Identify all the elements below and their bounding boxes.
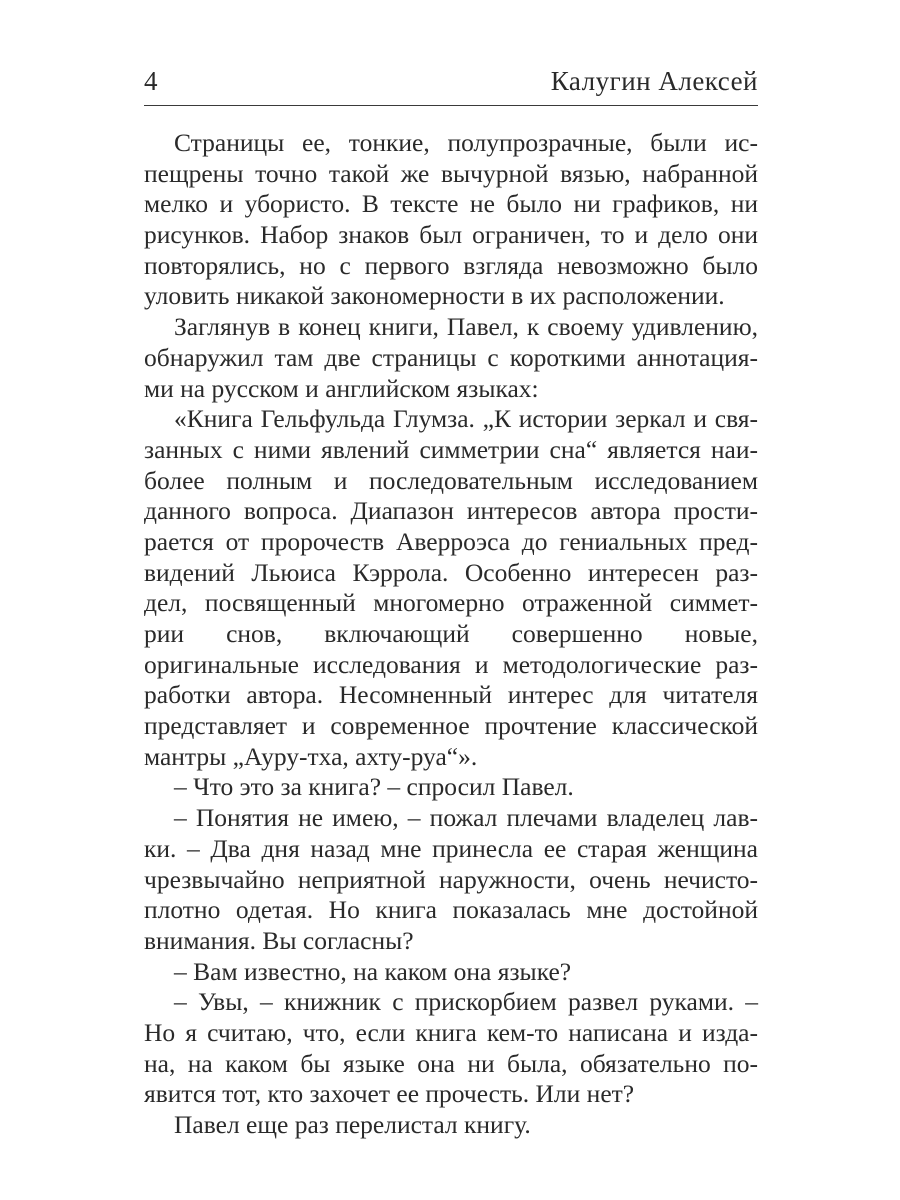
text-line: ки. – Два дня назад мне принесла ее старая женщина xyxy=(144,833,758,863)
text-line: мантры „Ауру-тха, ахту-руа“». xyxy=(144,741,478,771)
text-line: Заглянув в конец книги, Павел, к своему удивлению, xyxy=(174,312,758,342)
text-line: внимания. Вы согласны? xyxy=(144,925,414,955)
text-line: Страницы ее, тонкие, полупрозрачные, были ис- xyxy=(174,128,758,157)
text-line: видений Льюиса Кэррола. Особенно интересен раз- xyxy=(144,557,758,587)
text-line: данного вопроса. Диапазон интересов автора прости- xyxy=(144,496,758,526)
text-line: «Книга Гельфульда Глумза. „К истории зеркал и свя- xyxy=(174,404,758,434)
book-page xyxy=(144,66,758,1141)
text-line: – Что это за книга? – спросил Павел. xyxy=(174,772,574,802)
text-line: ми на русском и английском языках: xyxy=(144,373,539,403)
text-line: обнаружил там две страницы с короткими аннотация- xyxy=(144,342,758,372)
text-line: работки автора. Несомненный интерес для читателя xyxy=(144,680,758,710)
text-line: – Понятия не имею, – пожал плечами владелец лав- xyxy=(174,803,758,833)
text-line: мелко и убористо. В тексте не было ни графиков, ни xyxy=(144,189,758,219)
text-line: явится тот, кто захочет ее прочесть. Или нет? xyxy=(144,1079,635,1109)
text-line: уловить никакой закономерности в их расположении. xyxy=(144,281,725,311)
text-line: – Увы, – книжник с прискорбием развел руками. – xyxy=(174,987,758,1017)
text-line: пещрены точно такой же вычурной вязью, набранной xyxy=(144,158,758,188)
page-number: 4 xyxy=(144,66,158,96)
text-line: рается от пророчеств Аверроэса до гениальных пред- xyxy=(144,526,758,556)
text-line: повторялись, но с первого взгляда невозможно было xyxy=(144,250,758,280)
body-text xyxy=(144,128,758,1141)
text-line: плотно одетая. Но книга показалась мне достойной xyxy=(144,895,758,925)
text-line: – Вам известно, на каком она языке? xyxy=(174,956,572,986)
text-line: рии снов, включающий совершенно новые, xyxy=(144,619,758,648)
running-head xyxy=(144,66,758,106)
text-line: представляет и современное прочтение классической xyxy=(144,711,758,741)
text-line: занных с ними явлений симметрии сна“ является наи- xyxy=(144,434,758,464)
running-head-author: Калугин Алексей xyxy=(550,66,758,96)
text-line: рисунков. Набор знаков был ограничен, то и дело они xyxy=(144,220,758,250)
text-line: чрезвычайно неприятной наружности, очень нечисто- xyxy=(144,864,758,894)
text-line: более полным и последовательным исследованием xyxy=(144,465,758,495)
text-line: Но я считаю, что, если книга кем-то написана и изда- xyxy=(144,1017,758,1047)
text-line: на, на каком бы языке она ни была, обязательно по- xyxy=(144,1048,758,1078)
text-line: Павел еще раз перелистал книгу. xyxy=(174,1110,531,1139)
text-line: оригинальные исследования и методологические раз- xyxy=(144,649,758,679)
text-line: дел, посвященный многомерно отраженной симмет- xyxy=(144,588,758,618)
